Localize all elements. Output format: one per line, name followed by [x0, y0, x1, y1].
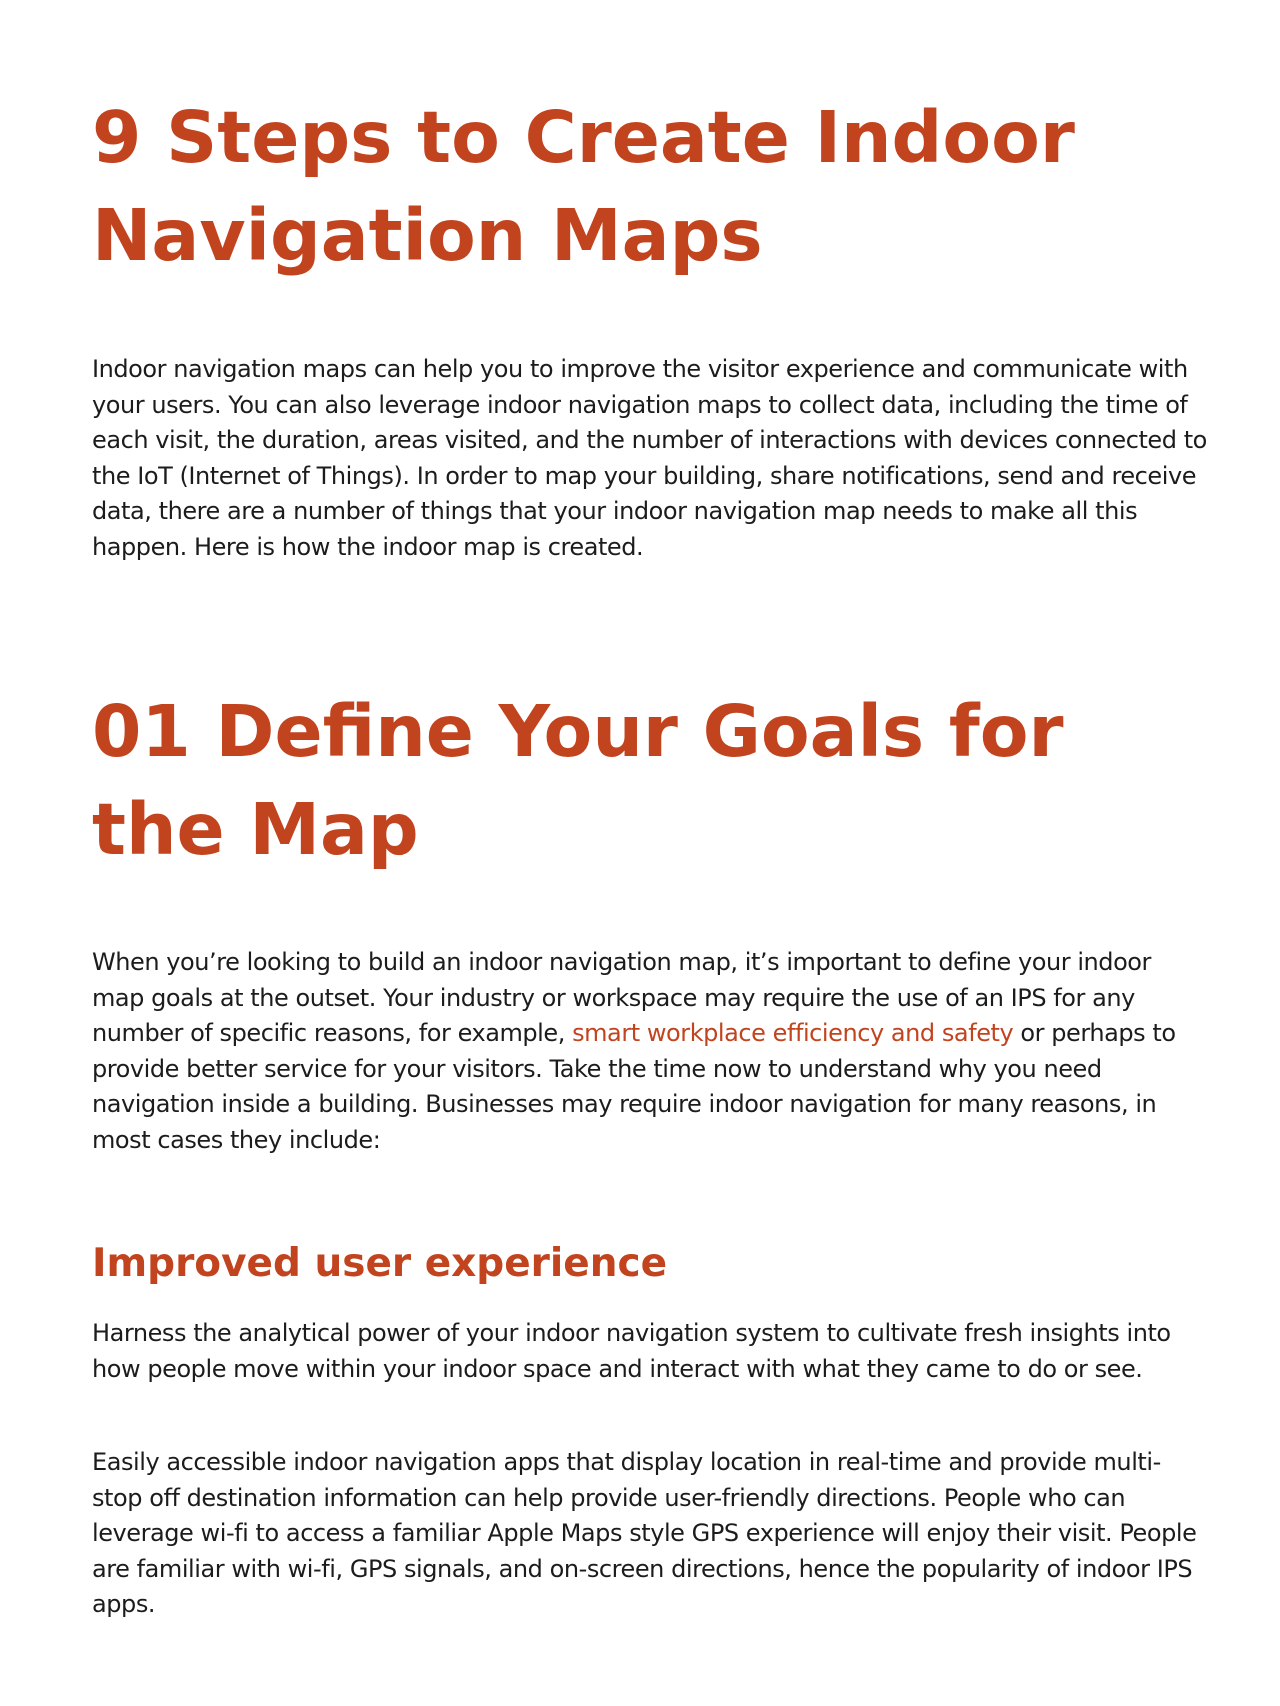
page-title-line-2: Navigation Maps: [92, 194, 763, 277]
improved-user-experience-heading: Improved user experience: [92, 1241, 668, 1286]
smart-workplace-link[interactable]: smart workplace efficiency and safety: [572, 1019, 1014, 1047]
section-01-heading-line-1: 01 Define Your Goals for: [92, 690, 1064, 773]
intro-paragraph: Indoor navigation maps can help you to improve the visitor experience and communicate with your users. You can also leverage indoor navigation maps to collect data, including the time of each visit, the duration, areas visited, and the number of interactions with devices connected to the IoT (Internet of Things). In order to map your building, share notifications, send and receive data, there are a number of things that your indoor navigation map needs to make all this happen. Here is how the indoor map is created.: [92, 355, 1207, 561]
section-01-heading-line-2: the Map: [92, 788, 419, 871]
page-title-line-1: 9 Steps to Create Indoor: [92, 96, 1075, 179]
user-experience-paragraph-1: Harness the analytical power of your indoor navigation system to cultivate fresh insights into how people move within your indoor space and interact with what they came to do or see.: [92, 1319, 1171, 1383]
section-01-paragraph: [92, 945, 1207, 1158]
section-01-text-before-link: When you’re looking to build an indoor navigation map, it’s important to define your indoor map goals at the outset. Your industry or workspace may require the use of an IPS for any number of specific reasons, for example,: [92, 948, 1151, 1047]
page-title: [92, 89, 1212, 285]
user-experience-paragraph-2: Easily accessible indoor navigation apps that display location in real-time and provide multi-stop off destination information can help provide user-friendly directions. People who can leverage wi-fi to access a familiar Apple Maps style GPS experience will enjoy their visit. People are familiar with wi-fi, GPS signals, and on-screen directions, hence the popularity of indoor IPS apps.: [92, 1448, 1197, 1618]
section-01-text-after-link: or perhaps to provide better service for your visitors. Take the time now to understand why you need navigation inside a building. Businesses may require indoor navigation for many reasons, in most cases they include:: [92, 1019, 1176, 1154]
section-01-heading: [92, 683, 1212, 879]
